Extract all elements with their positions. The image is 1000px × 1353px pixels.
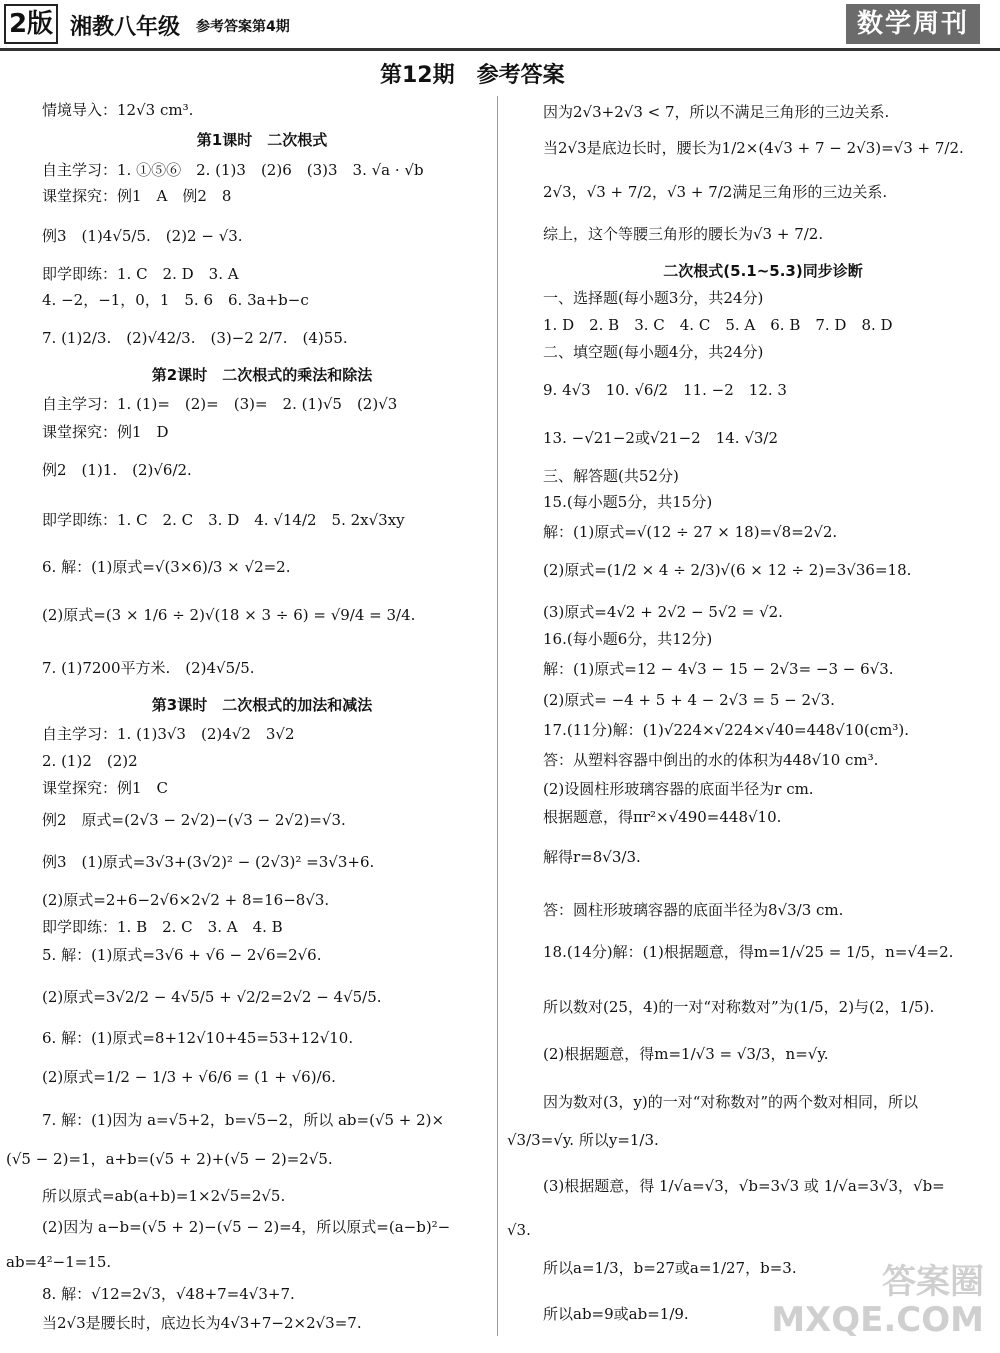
answer-line: 当2√3是腰长时，底边长为4√3+7−2×2√3=7. (42, 1314, 362, 1332)
section-heading: 二次根式(5.1~5.3)同步诊断 (663, 262, 863, 280)
header-rule (0, 48, 1000, 51)
answer-line: 答：从塑料容器中倒出的水的体积为448√10 cm³. (543, 751, 879, 769)
answer-line: 因为2√3+2√3 < 7，所以不满足三角形的三边关系. (543, 103, 890, 121)
answer-line: 三、解答题(共52分) (543, 467, 679, 485)
page-title: 第12期 参考答案 (380, 63, 565, 88)
answer-line: (2)根据题意，得m=1/√3 = √3/3，n=√y. (543, 1045, 829, 1063)
answer-line: 所以ab=9或ab=1/9. (543, 1305, 689, 1323)
answer-line: 二、填空题(每小题4分，共24分) (543, 343, 764, 361)
answer-line: 情境导入：12√3 cm³. (42, 101, 194, 119)
answer-line: 7. (1)7200平方米. (2)4√5/5. (42, 659, 255, 677)
answer-line: (2)原式=(3 × 1/6 ÷ 2)√(18 × 3 ÷ 6) = √9/4 = 3/4. (42, 606, 416, 624)
section-heading: 第2课时 二次根式的乘法和除法 (151, 366, 373, 384)
answer-line: 自主学习：1. (1)= (2)= (3)= 2. (1)√5 (2)√3 (42, 395, 398, 413)
answer-line: 9. 4√3 10. √6/2 11. −2 12. 3 (543, 381, 787, 399)
watermark-text: 答案圈 (882, 1262, 984, 1302)
answer-line: 所以原式=ab(a+b)=1×2√5=2√5. (42, 1187, 286, 1205)
grade-label: 湘教八年级 (70, 15, 181, 40)
brand-label: 数学周刊 (846, 4, 980, 44)
answer-line: 课堂探究：例1 C (42, 779, 169, 797)
answer-line: √3/3=√y. 所以y=1/3. (507, 1131, 659, 1149)
answer-line: (2)原式= −4 + 5 + 4 − 2√3 = 5 − 2√3. (543, 691, 835, 709)
answer-line: 所以a=1/3，b=27或a=1/27，b=3. (543, 1259, 797, 1277)
answer-line: 所以数对(25，4)的一对“对称数对”为(1/5，2)与(2，1/5). (543, 998, 935, 1016)
answer-line: 1. D 2. B 3. C 4. C 5. A 6. B 7. D 8. D (543, 316, 893, 334)
answer-line: 当2√3是底边长时，腰长为1/2×(4√3 + 7 − 2√3)=√3 + 7/2. (543, 139, 964, 157)
answer-line: (3)原式=4√2 + 2√2 − 5√2 = √2. (543, 603, 783, 621)
answer-line: 8. 解：√12=2√3，√48+7=4√3+7. (42, 1285, 295, 1303)
answer-line: 因为数对(3，y)的一对“对称数对”的两个数对相同，所以 (543, 1093, 919, 1111)
answer-line: 2. (1)2 (2)2 (42, 752, 138, 770)
answer-line: 4. −2，−1，0，1 5. 6 6. 3a+b−c (42, 291, 309, 309)
issue-subtitle: 参考答案第4期 (196, 19, 290, 35)
answer-line: (2)原式=2+6−2√6×2√2 + 8=16−8√3. (42, 891, 330, 909)
answer-line: 13. −√21−2或√21−2 14. √3/2 (543, 429, 779, 447)
answer-line: (2)原式=1/2 − 1/3 + √6/6 = (1 + √6)/6. (42, 1068, 336, 1086)
edition-label: 2版 (4, 4, 58, 44)
answer-line: 课堂探究：例1 A 例2 8 (42, 187, 232, 205)
answer-line: 例3 (1)4√5/5. (2)2 − √3. (42, 227, 243, 245)
answer-line: 2√3，√3 + 7/2，√3 + 7/2满足三角形的三边关系. (543, 183, 888, 201)
answer-line: (2)原式=(1/2 × 4 ÷ 2/3)√(6 × 12 ÷ 2)=3√36=18. (543, 561, 912, 579)
answer-line: (2)因为 a−b=(√5 + 2)−(√5 − 2)=4，所以原式=(a−b)²− (42, 1218, 451, 1236)
answer-line: 自主学习：1. ①⑤⑥ 2. (1)3 (2)6 (3)3 3. √a · √b (42, 161, 424, 179)
answer-line: 解：(1)原式=12 − 4√3 − 15 − 2√3= −3 − 6√3. (543, 660, 894, 678)
answer-line: 即学即练：1. C 2. C 3. D 4. √14/2 5. 2x√3xy (42, 511, 405, 529)
answer-line: 17.(11分)解：(1)√224×√224×√40=448√10(cm³). (543, 721, 910, 739)
section-heading: 第1课时 二次根式 (196, 131, 328, 149)
answer-line: 6. 解：(1)原式=√(3×6)/3 × √2=2. (42, 558, 291, 576)
answer-line: 综上，这个等腰三角形的腰长为√3 + 7/2. (543, 225, 824, 243)
watermark-url: MXQE.COM (771, 1300, 984, 1340)
section-heading: 第3课时 二次根式的加法和减法 (151, 696, 373, 714)
answer-line: 7. (1)2/3. (2)√42/3. (3)−2 2/7. (4)55. (42, 329, 348, 347)
answer-line: 答：圆柱形玻璃容器的底面半径为8√3/3 cm. (543, 901, 844, 919)
answer-line: 15.(每小题5分，共15分) (543, 493, 713, 511)
answer-line: 课堂探究：例1 D (42, 423, 169, 441)
answer-line: 7. 解：(1)因为 a=√5+2，b=√5−2，所以 ab=(√5 + 2)× (42, 1111, 445, 1129)
answer-line: 解得r=8√3/3. (543, 848, 641, 866)
answer-line: (√5 − 2)=1，a+b=(√5 + 2)+(√5 − 2)=2√5. (6, 1150, 333, 1168)
answer-line: 例3 (1)原式=3√3+(3√2)² − (2√3)² =3√3+6. (42, 853, 375, 871)
answer-line: (3)根据题意，得 1/√a=√3，√b=3√3 或 1/√a=3√3，√b= (543, 1177, 945, 1195)
answer-line: 根据题意，得πr²×√490=448√10. (543, 808, 782, 826)
answer-line: (2)设圆柱形玻璃容器的底面半径为r cm. (543, 780, 814, 798)
answer-line: 16.(每小题6分，共12分) (543, 630, 713, 648)
answer-line: 自主学习：1. (1)3√3 (2)4√2 3√2 (42, 725, 295, 743)
answer-line: ab=4²−1=15. (6, 1253, 112, 1271)
page-header (0, 0, 1000, 50)
answer-line: 例2 原式=(2√3 − 2√2)−(√3 − 2√2)=√3. (42, 811, 346, 829)
answer-line: 例2 (1)1. (2)√6/2. (42, 461, 192, 479)
answer-line: 即学即练：1. B 2. C 3. A 4. B (42, 918, 283, 936)
answer-line: 5. 解：(1)原式=3√6 + √6 − 2√6=2√6. (42, 946, 322, 964)
watermark-logo (771, 1263, 984, 1339)
answer-line: 一、选择题(每小题3分，共24分) (543, 289, 764, 307)
column-divider (497, 96, 498, 1336)
answer-line: 即学即练：1. C 2. D 3. A (42, 265, 239, 283)
answer-line: (2)原式=3√2/2 − 4√5/5 + √2/2=2√2 − 4√5/5. (42, 988, 382, 1006)
answer-line: 解：(1)原式=√(12 ÷ 27 × 18)=√8=2√2. (543, 523, 838, 541)
answer-line: √3. (507, 1221, 531, 1239)
answer-line: 6. 解：(1)原式=8+12√10+45=53+12√10. (42, 1029, 354, 1047)
answer-line: 18.(14分)解：(1)根据题意，得m=1/√25 = 1/5，n=√4=2. (543, 943, 954, 961)
